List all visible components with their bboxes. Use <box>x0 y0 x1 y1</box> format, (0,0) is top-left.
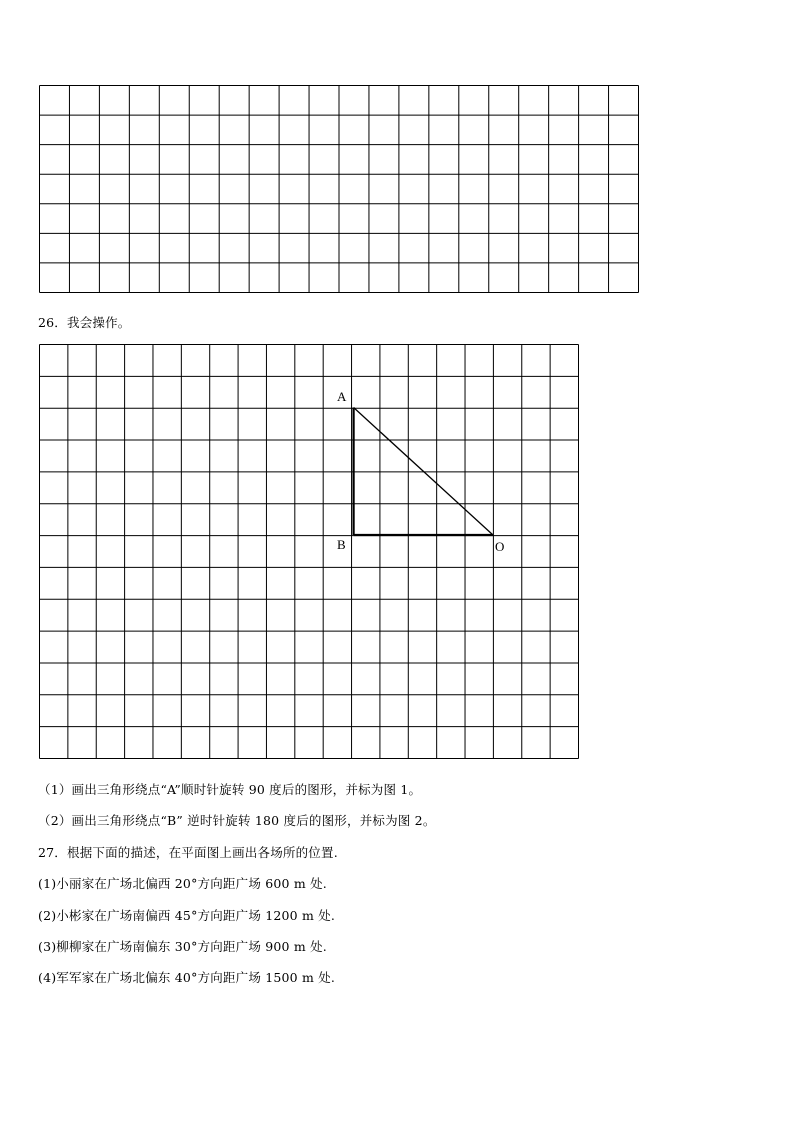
q26-task-2: （2）画出三角形绕点“B” 逆时针旋转 180 度后的图形，并标为图 2。 <box>38 813 436 828</box>
q26-task-1: （1）画出三角形绕点“A”顺时针旋转 90 度后的图形，并标为图 1。 <box>38 782 422 797</box>
triangle-abo <box>354 408 493 536</box>
q27-item: (1)小丽家在广场北偏西 20°方向距广场 600 m 处. <box>38 876 327 891</box>
point-label-o: O <box>495 539 505 554</box>
q27-title: 27．根据下面的描述，在平面图上画出各场所的位置. <box>38 845 338 860</box>
q27-item: (4)军军家在广场北偏东 40°方向距广场 1500 m 处. <box>38 970 336 985</box>
top-grid <box>39 85 640 295</box>
q27-item: (3)柳柳家在广场南偏东 30°方向距广场 900 m 处. <box>38 939 327 954</box>
point-label-b: B <box>337 537 346 552</box>
q26-title: 26．我会操作。 <box>38 315 131 330</box>
triangle-side-ao <box>354 408 493 536</box>
point-label-a: A <box>337 389 347 404</box>
q27-item: (2)小彬家在广场南偏西 45°方向距广场 1200 m 处. <box>38 908 336 923</box>
